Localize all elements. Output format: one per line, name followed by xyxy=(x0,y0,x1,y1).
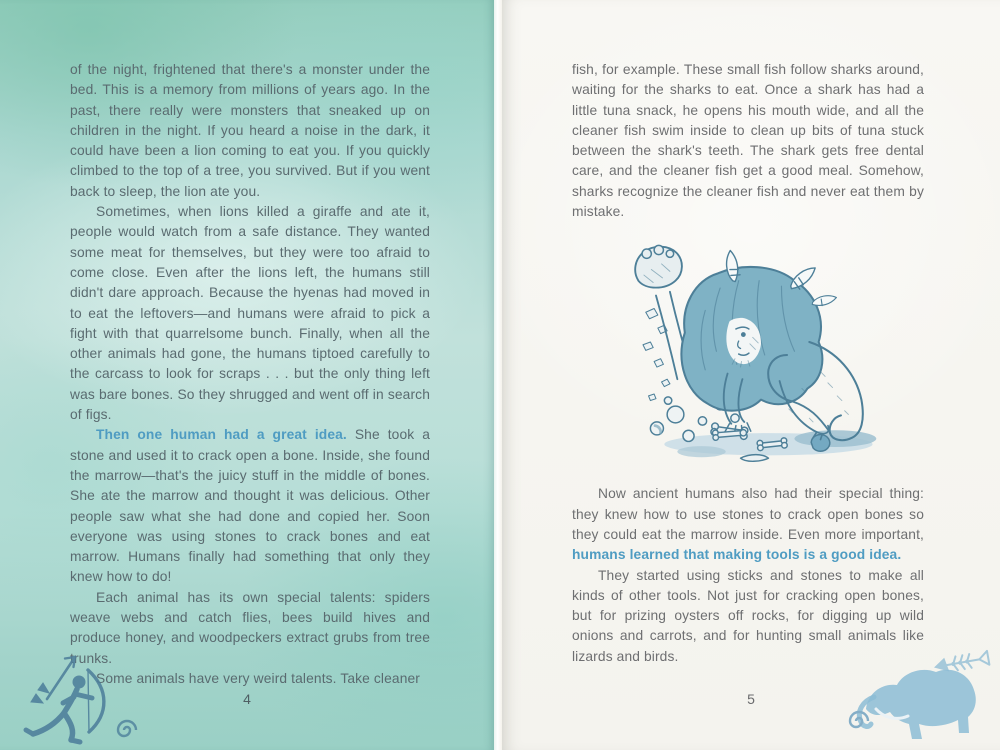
body-text: She took a stone and used it to crack open a bone. Inside, she found the marrow—that's the juicy stuff in the middle of bones. She ate the marrow and thought it was delicious. Other people saw what she had done and copied her. Soon everyone was using stones to crack bones and eat marrow. Humans finally had something that only they knew how to do! xyxy=(70,427,430,585)
paragraph xyxy=(572,484,924,565)
caveman-cracking-bones-illustration xyxy=(590,232,906,478)
left-page-text xyxy=(70,60,430,689)
paragraph xyxy=(572,60,924,222)
body-text: Now ancient humans also had their special thing: they knew how to use stones to crack open bones so they could eat the marrow inside. Even more important, xyxy=(572,486,924,542)
body-text: Sometimes, when lions killed a giraffe and ate it, people would watch from a safe distance. They wanted some meat for themselves, but they were too afraid to come close. Even after the lions left, the humans still didn't dare approach. Because the hyenas had moved in to eat the leftovers—and humans were afraid to pick a fight with that quarrelsome bunch. Finally, when all the other animals had gone, the humans tiptoed carefully to the carcass to look for scraps . . . but the only thing left was bare bones. So they shrugged and went off in search of figs. xyxy=(70,204,430,423)
body-text: Each animal has its own special talents: spiders weave webs and catch flies, bees build hives and produce honey, and woodpeckers extract grubs from tree trunks. xyxy=(70,589,430,666)
right-page-text xyxy=(572,60,924,667)
spiral-icon xyxy=(118,721,136,736)
paragraph xyxy=(70,425,430,587)
left-page xyxy=(0,0,494,750)
highlighted-sentence: Then one human had a great idea. xyxy=(96,427,347,443)
body-text: of the night, frightened that there's a monster under the bed. This is a memory from millions of years ago. In the past, there really were monsters that sneaked up on children in the night. If you heard a noise in the dark, it could have been a lion coming to eat you. If you quickly climbed to the top of a tree, you survived. But if you went back to sleep, the lion ate you. xyxy=(70,62,430,199)
paragraph xyxy=(70,202,430,425)
right-page xyxy=(502,0,1000,750)
right-page-text-top xyxy=(572,60,924,222)
right-page-text-bottom xyxy=(572,484,924,667)
page-number-right: 5 xyxy=(747,691,755,707)
paragraph xyxy=(70,60,430,202)
highlighted-sentence: humans learned that making tools is a good idea. xyxy=(572,547,902,563)
body-text: fish, for example. These small fish follow sharks around, waiting for the sharks to eat. Once a shark has had a little tuna snack, he opens his mouth wide, and all the cleaner fish swim inside to clean up bits of tuna stuck between the shark's teeth. The shark gets free dental care, and the cleaner fish get a good meal. Somehow, sharks recognize the cleaner fish and never eat them by mistake. xyxy=(572,62,924,220)
page-number-left: 4 xyxy=(243,691,251,707)
page-gutter xyxy=(494,0,502,750)
body-text: Some animals have very weird talents. Take cleaner xyxy=(96,670,420,686)
body-text: They started using sticks and stones to make all kinds of other tools. Not just for cracking open bones, but for prizing oysters off rocks, for digging up wild onions and carrots, and for hunting small animals like lizards and birds. xyxy=(572,567,924,664)
